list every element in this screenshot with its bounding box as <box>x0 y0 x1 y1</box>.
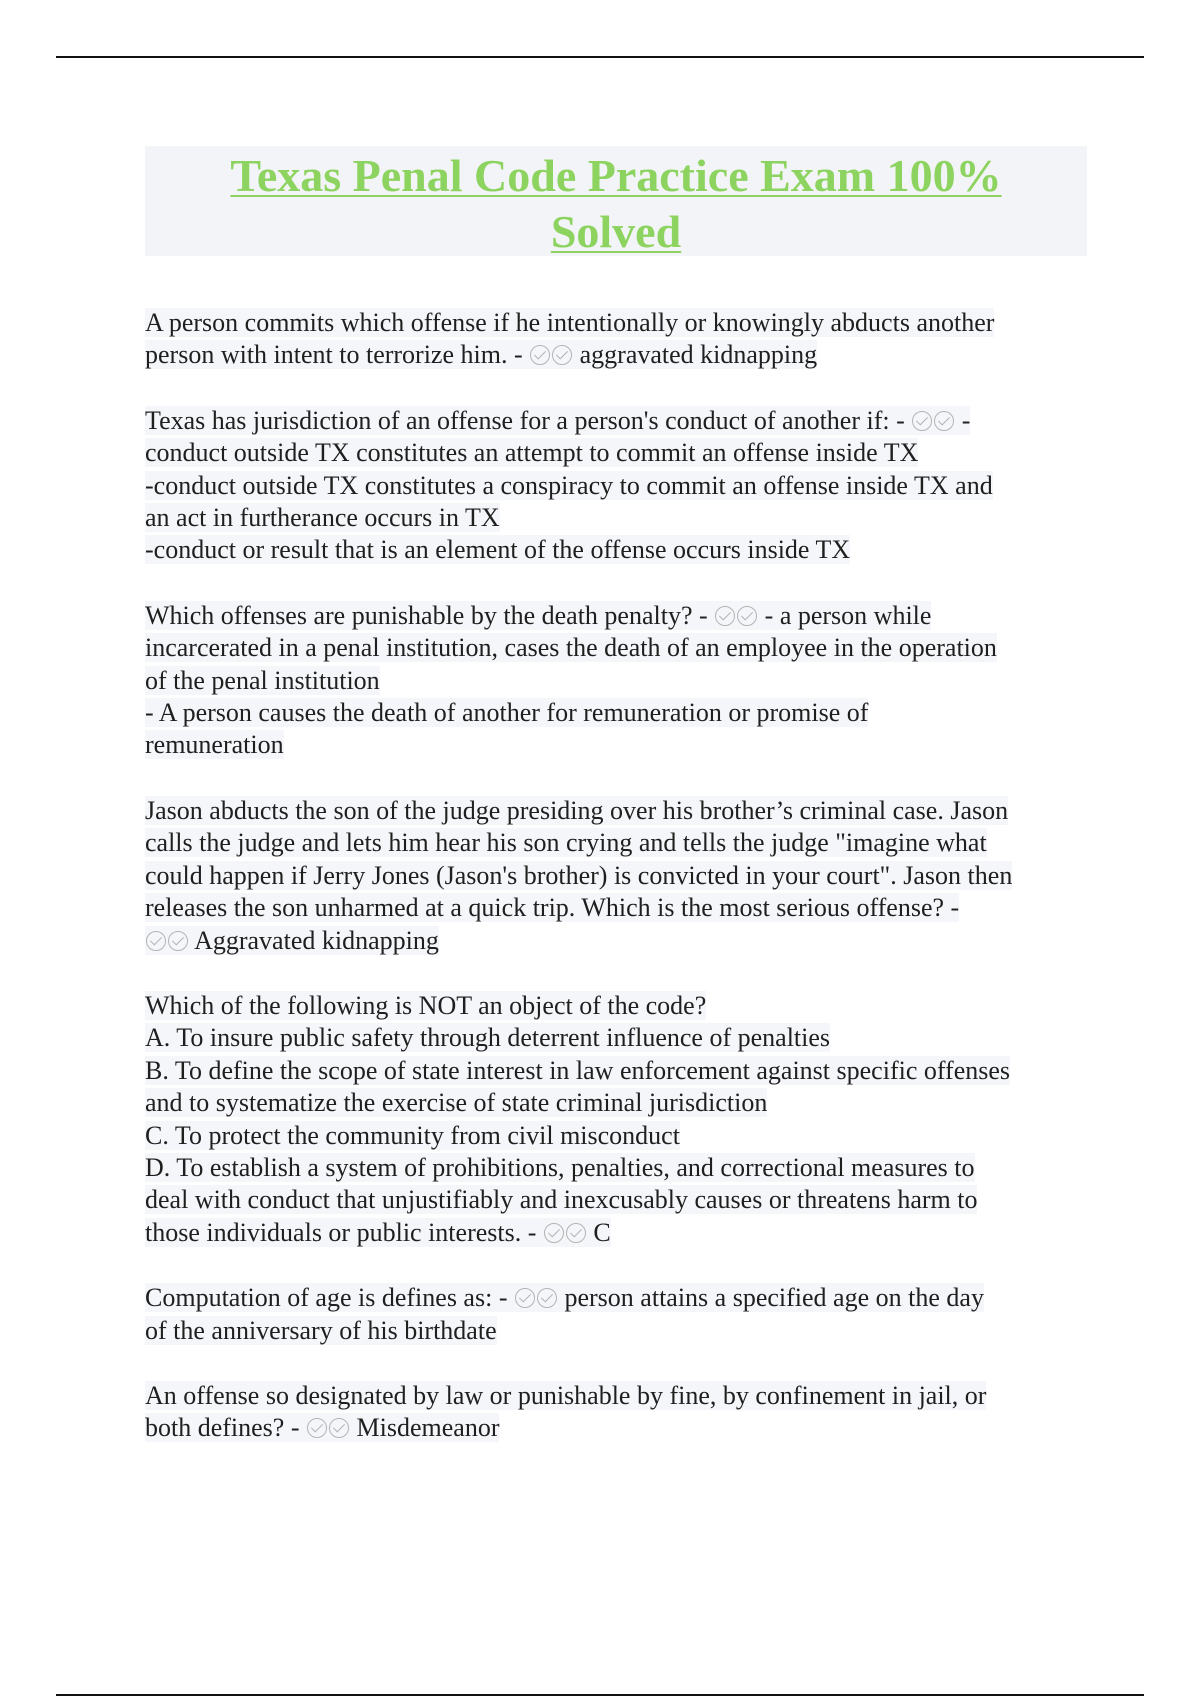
option-d-continued: those individuals or public interests. - <box>145 1217 537 1247</box>
option-b-continued: and to systematize the exercise of state criminal jurisdiction <box>145 1088 768 1118</box>
qa-item <box>145 990 1095 1249</box>
question-text: person with intent to terrorize him. - <box>145 340 523 370</box>
answer-text: Aggravated kidnapping <box>194 925 439 955</box>
answer-text: - <box>961 405 971 435</box>
answer-text: of the anniversary of his birthdate <box>145 1315 497 1345</box>
question-text: Which offenses are punishable by the death penalty? - <box>145 600 708 630</box>
answer-marker <box>529 339 573 371</box>
title-block <box>145 146 1087 256</box>
qa-item <box>145 795 1095 957</box>
option-b: B. To define the scope of state interest in law enforcement against specific offenses <box>145 1055 1011 1085</box>
qa-list <box>145 307 1095 1478</box>
check-circle-icon <box>146 931 166 951</box>
answer-text: of the penal institution <box>145 665 380 695</box>
title-line-2: Solved <box>550 206 682 257</box>
check-circle-icon <box>912 411 932 431</box>
option-a: A. To insure public safety through deterrent influence of penalties <box>145 1023 831 1053</box>
answer-marker <box>306 1412 350 1444</box>
answer-text: incarcerated in a penal institution, cases the death of an employee in the operation <box>145 633 997 663</box>
qa-item <box>145 1380 1095 1445</box>
check-circle-icon <box>715 606 735 626</box>
answer-text: - A person causes the death of another for remuneration or promise of <box>145 698 869 728</box>
check-circle-icon <box>515 1288 535 1308</box>
answer-marker <box>514 1282 558 1314</box>
answer-text: aggravated kidnapping <box>579 340 818 370</box>
qa-item <box>145 307 1095 372</box>
answer-text: Misdemeanor <box>356 1413 500 1443</box>
question-text: releases the son unharmed at a quick trip. Which is the most serious offense? - <box>145 893 960 923</box>
check-circle-icon <box>537 1288 557 1308</box>
check-circle-icon <box>934 411 954 431</box>
answer-text: - a person while <box>764 600 932 630</box>
answer-marker <box>145 925 189 957</box>
option-d-continued: deal with conduct that unjustifiably and inexcusably causes or threatens harm to <box>145 1185 978 1215</box>
check-circle-icon <box>329 1418 349 1438</box>
check-circle-icon <box>530 345 550 365</box>
page-title <box>145 146 1087 260</box>
question-text: both defines? - <box>145 1413 300 1443</box>
question-text: An offense so designated by law or punishable by fine, by confinement in jail, or <box>145 1380 987 1410</box>
qa-item <box>145 1282 1095 1347</box>
check-circle-icon <box>566 1223 586 1243</box>
question-text: Computation of age is defines as: - <box>145 1283 508 1313</box>
question-text: Texas has jurisdiction of an offense for a person's conduct of another if: - <box>145 405 905 435</box>
qa-item <box>145 405 1095 567</box>
question-text: Which of the following is NOT an object of the code? <box>145 990 707 1020</box>
check-circle-icon <box>307 1418 327 1438</box>
question-text: could happen if Jerry Jones (Jason's brother) is convicted in your court". Jason then <box>145 860 1013 890</box>
bottom-rule <box>56 1694 1144 1696</box>
check-circle-icon <box>737 606 757 626</box>
answer-text: C <box>593 1217 611 1247</box>
answer-text: an act in furtherance occurs in TX <box>145 503 500 533</box>
answer-marker <box>714 600 758 632</box>
check-circle-icon <box>168 931 188 951</box>
question-text: calls the judge and lets him hear his son crying and tells the judge "imagine what <box>145 828 987 858</box>
check-circle-icon <box>552 345 572 365</box>
question-text: A person commits which offense if he intentionally or knowingly abducts another <box>145 308 995 337</box>
option-c: C. To protect the community from civil misconduct <box>145 1120 680 1150</box>
answer-marker <box>543 1217 587 1249</box>
option-d: D. To establish a system of prohibitions, penalties, and correctional measures to <box>145 1152 975 1182</box>
answer-text: conduct outside TX constitutes an attempt to commit an offense inside TX <box>145 438 919 468</box>
answer-text: person attains a specified age on the day <box>564 1283 984 1313</box>
answer-text: -conduct outside TX constitutes a conspiracy to commit an offense inside TX and <box>145 470 993 500</box>
check-circle-icon <box>544 1223 564 1243</box>
qa-item <box>145 600 1095 762</box>
top-rule <box>56 56 1144 58</box>
question-text: Jason abducts the son of the judge presiding over his brother’s criminal case. Jason <box>145 795 1009 825</box>
answer-marker <box>911 405 955 437</box>
answer-text: remuneration <box>145 730 284 760</box>
title-line-1: Texas Penal Code Practice Exam 100% <box>230 150 1002 201</box>
answer-text: -conduct or result that is an element of the offense occurs inside TX <box>145 535 851 565</box>
